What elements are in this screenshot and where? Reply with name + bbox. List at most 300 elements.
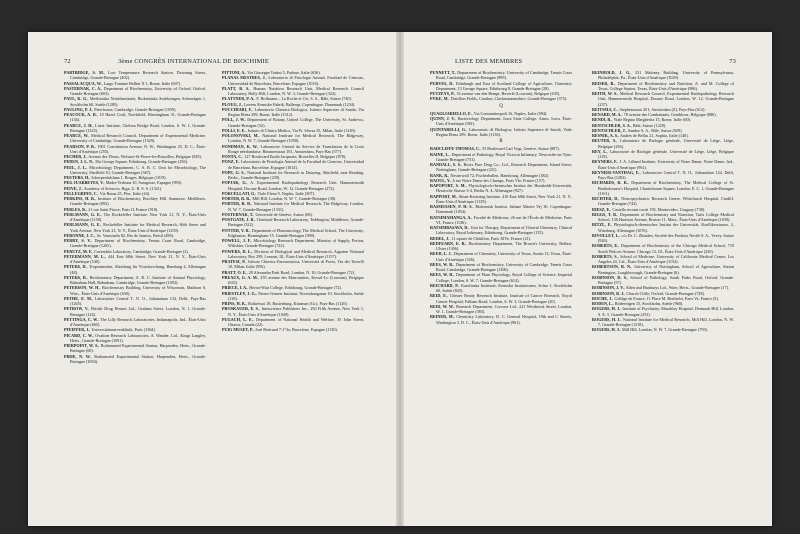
member-entry: PETROW, V., British Drug Houses Ltd., Graham Street, London, N. 1, Grande-Bretagne (124). <box>64 306 206 317</box>
member-entry: PUIG MUSET, P., José Bertrand 7-1°3a, Barcelone, Espagne (1130). <box>222 327 338 333</box>
member-entry: POPJAK, G., A. Experimental Radiopathology Research Unit, Hammersmith Hospital, Ducane Road, London, W. 12, Grande-Bretagne (272). <box>222 180 364 191</box>
member-name: PONZ, F. <box>222 159 239 165</box>
member-address: Nesserwall 72, Fischerhallen, Hambourg, Allemagne (382). <box>450 172 550 178</box>
member-address: Low Temperature Research Station, Downing Street, Cambridge, Grande-Bretagne (402). <box>70 70 206 81</box>
member-entry: POTTER, V. R., Department of Pharmacology, The Medical School, The University, Edgbaston, Birmingham 15, Grande-Bretagne (909). <box>222 227 364 238</box>
member-entry: PRINS, H. K., Rotkreisat 18, Rustenburg, Kinsman (Gr.), Pays-Bas (1126). <box>222 301 348 306</box>
member-entry: QUINN, J. V., Bacteriology Department, Iowa State College, Ames, Iowa, États-Unis d'Amérique (961). <box>430 116 572 127</box>
member-address: Laboratorio di Fisiologia Animal, Facultad de Ciencias, Universidad de Barcelona, Barcelone, Espagne (1016). <box>228 75 364 86</box>
member-entry: REES, W. R., Department of Biochemistry, University of Cambridge, Tennis Court Road, Cambridge, Grande-Bretagne (1306). <box>430 261 573 272</box>
member-name: RAPPORT, M. <box>430 193 457 199</box>
member-entry: PEARSON, P. B., 1901 Constitution Avenue, N. W., Washington 25, D. C., États-Unis d'Amérique (255). <box>64 143 207 154</box>
member-entry: RADCLIFFE-THOMAS, C., 55 Boulevard Carl Vogt, Genève, Suisse (887). <box>430 146 560 152</box>
member-address: 1901 Constitution Avenue, N. W., Washington 25, D. C., États-Unis d'Amérique (255). <box>70 143 207 154</box>
member-address: Université de Genève, Suisse (68). <box>255 211 313 217</box>
member-address: Laboratorio de Fisiología Animal de la Facultad de Ciencias, Universidad de Barcelona, Barcelone, Espagne (1014). <box>228 159 364 170</box>
member-address: Heriot-Watt College, Edinbourg, Grande-Bretagne (72). <box>249 285 342 291</box>
member-address: Istituto Chimica Farmaceutica, Università di Pavia, Via dei Taverlli 10, Milan, Italie (956). <box>228 259 364 270</box>
member-address: Laboratorio Chimica Biologica, Istituto Superiore di Sanità, Via Regina Elena 299, Rome, Italie (1312). <box>228 106 364 117</box>
member-name: PARTRIDGE, S. M. <box>64 70 104 75</box>
member-name: ROGERS, H. J. <box>592 327 620 333</box>
member-name: RIVOLLET, L. <box>592 232 620 238</box>
member-name: ROBERTS, S. <box>592 253 618 259</box>
member-address: School of Pathology, South Parks Road, Oxford, Grande-Bretagne (57). <box>598 274 734 285</box>
member-name: RODEN, L. <box>592 301 613 306</box>
member-address: Biochemistry Building, University of Wisconsin, Madison 6, Wisc., États-Unis d'Amérique (630). <box>70 285 206 296</box>
member-entry: REISER, R., Department of Biochemistry and Nutrition, A. and M. College of Texas, College Station, Texas, États-Unis d'Amérique (986). <box>592 80 735 91</box>
member-entry: PICARD, C. W., Ovaltine Research Laboratories, A. Wander, Ltd., Kings Langley, Herts., Grande-Bretagne (1091). <box>64 332 207 343</box>
member-entry: PASSALACQUA, W., Largo Tommie Bellini N 1, Rome, Italie (607). <box>64 80 182 86</box>
member-name: PIRIE, N. W. <box>64 353 91 359</box>
member-entry: PEETERS, H., Scherpenlulslaan 1, Bruges, Belgique (1019). <box>64 175 167 180</box>
member-entry: RATSIMAMANGA, A., Faculté de Médecine, 26 rue de l'École de Médecine, Paris VI, France (1136). <box>430 214 572 225</box>
member-name: PUTZEYS, P. <box>430 91 455 96</box>
member-entry: PERLES, R., 21 rue Saint Fiacre, Paris II, France (918). <box>64 206 159 212</box>
member-entry: PLATT, B. S., Human Nutrition Research Unit, Medical Research Council Laboratory, Holly Hill, London, N. W. 3, Grande-Bretagne (322). <box>222 85 364 96</box>
member-entry: PEACOCK, A. R., 10 Hazel Croft, Northfield, Birmingham 31, Grande-Bretagne (134). <box>64 112 206 123</box>
member-entry: PAUL, K. G., Medicinska Nobelinstitutet, Biokemiska Avdelningen, Solnavägen 1, Stockholm 60, Suède (1285). <box>64 96 206 107</box>
member-name: PRINS, H. K. <box>222 301 247 306</box>
member-entry: POSTERNAK, T., Université de Genève, Suisse (68). <box>222 211 313 217</box>
member-address: Largo Tommie Bellini N 1, Rome, Italie (607). <box>103 80 182 86</box>
member-entry: PLANAS MESTRES, J., Laboratorio di Fisiologia Animal, Facultad de Ciencias, Universidad de Barcelona, Barcelone, Espagne (1016). <box>222 75 364 86</box>
member-address: Andrés de Bellas 21, Sophia, Italie (140). <box>619 133 689 138</box>
book-spread <box>28 32 772 526</box>
member-name: RASMUSSEN, P. H. S. <box>430 204 473 209</box>
member-entry: REUTER, S., Laboratoire de Biologie générale, Université de Liège, Liège, Belgique (256). <box>592 138 734 149</box>
member-address: Bâle, Suisse (1229). <box>632 122 667 128</box>
member-name: REISER, R. <box>592 80 615 86</box>
member-name: POSTGATE, J. R. <box>222 217 255 222</box>
member-entry: REICHARD, P., Karolinska Institutet, Kemiska Institutionen, Solna 1, Stockholm 60, Suède (825). <box>430 282 572 293</box>
member-entry: PASTERNAK, C. A., Department of Biochemistry, University of Oxford, Oxford, Grande-Bretagne (603). <box>64 85 206 96</box>
member-address: Av. Venezuela 82, Rio de Janeiro, Brésil (496). <box>96 232 174 238</box>
member-entry: RENDI, R., Viale Regina Margherita 15, Rome, Italie (60). <box>592 117 691 123</box>
member-address: Nieuw-Gemen Instituut, Noorssbaagasan 10, Stockholm, Suède (118). <box>228 290 364 301</box>
member-name: PORTER, R. R. <box>222 201 252 207</box>
member-address: National Institute for Medical Research, The Ridgeway, London, N. W. 7, Grande-Bretagne (1058). <box>228 133 364 144</box>
member-name: PUNNETT, T. <box>430 70 456 75</box>
member-name: REYNIER-VANTHAG, E. <box>592 169 640 175</box>
member-address: Physiologisch-chemisches Institut der Humboldt-Universität, Hessische Strasse 3-4, Berlin N. 4, Allemagne (927). <box>436 183 572 194</box>
member-name: PAUL, K. G. <box>64 96 88 102</box>
member-entry: RANDALL, S. S., Boots Pure Drug Co., Ltd., Research Department, Island Street, Nottingham, Grande-Bretagne (231). <box>430 162 572 173</box>
member-name: RICHARDS, R. K. <box>592 180 628 186</box>
member-address: Department of National Health and Welfare, 35 John Street, Ottawa, Canada (22). <box>228 316 364 327</box>
member-address: 11 square de Châtillon, Paris XIVe, France (21). <box>451 235 532 241</box>
member-address: Collège de France, 11 Place M. Berthelot, Paris Ve, France (3). <box>614 295 719 301</box>
member-name: RANDALL, S. S. <box>430 162 462 167</box>
member-entry: RIESZ, E., Castella recomi corrii 159, Montevideo, Uruguay (738). <box>592 206 706 212</box>
member-entry: ROGERS, H. J., Mill Hill, London, N. W. 7, Grande-Bretagne (759). <box>592 327 708 333</box>
member-entry: PEARCE, W., Medical Research Council, Department of Experimental Medicine, University of Cambridge, Grande-Bretagne (1329). <box>64 133 206 144</box>
member-address: Institute of Biochemistry, Brockley Hill, Stanmore, Middlesex, Grande-Bretagne (892). <box>70 196 207 207</box>
member-address: Karolinska Institutet, Kemiska Institutionen, Solna 1, Stockholm 60, Suède (825). <box>436 282 572 293</box>
member-entry: POLLI, E. E., Istituto di Clinica Medica, Via Fr. Sforza 35, Milan, Italie (1249). <box>222 127 357 133</box>
member-entry: PEG JUARBEYES, V., Madre Vedruna 10, Saragosse, Espagne (995). <box>64 180 183 186</box>
member-name: PERRY, S. V. <box>64 238 91 243</box>
member-address: Biochemistry Department, A. R. C. Institute of Animal Physiology, Babraham Hall, Babraham, Cambridge, Grande-Bretagne (1092). <box>70 274 206 285</box>
member-name: POSTERNAK, T. <box>222 211 254 217</box>
member-entry: REINHOLD, J. G., 231 Maloney Building, University of Pennsylvania, Philadelphie, Pa., États-Unis d'Amérique (1029). <box>592 70 735 81</box>
member-address: Distillers Fields, Cambus, Clackmannanshire, Grande-Bretagne (375). <box>450 96 568 102</box>
member-name: RICHTER, D. <box>592 196 619 201</box>
member-entry: PITTONI, A., Via Giuseppe Tartini 5, Padoue, Italie (636). <box>222 70 321 75</box>
member-name: QUINN, J. V. <box>430 116 455 121</box>
column-right-2 <box>592 70 734 333</box>
member-address: National Institute for Medical Research, Mill Hill, London, N. W. 7, Grande-Bretagne (1318). <box>598 316 734 327</box>
member-entry: REID, W. W., Research Department, Corvace Ltd., 221 Westbrook Street, London, W. 1, Grande-Bretagne (383). <box>430 303 572 314</box>
member-entry: REES, W. R., Department of Plant Physiology, Royal College of Science, Imperial College, London, S. W. 7, Grande-Bretagne (614). <box>430 272 573 283</box>
member-entry: PFEIFFER, J., Universitätsnervenklinik, Paris (1364). <box>64 327 156 333</box>
member-name: REY, L. <box>592 148 608 154</box>
member-name: ROCHE, J. <box>592 295 613 301</box>
member-entry: REID, E., Chester Beatty Research Institute, Institute of Cancer Research, Royal Cancer Hospital, Fulham Road, London, S. W. 3, Grande-Bretagne (20). <box>430 293 572 304</box>
member-name: PEIVE, J. <box>64 185 82 191</box>
member-address: Department of Biochemistry, The Medical College of St. Bartholomew's Hospital, Charterhouse Square, London, E. C. 1, Grande-Bretagne (1161). <box>598 180 734 196</box>
member-entry: PAULING, P. J., Peterhouse, Cambridge, Grande-Bretagne (1059). <box>64 106 177 112</box>
member-entry: PONDMAN, K. W., Laboratoire Central du Service de Transfusion de la Croix Rouge néerlandaise, Rimmerstraat 101, Amsterdam, Pays-Bas (577). <box>222 143 365 154</box>
member-name: PROSKAUER, E. S. <box>222 306 260 312</box>
member-address: 55 Boulevard Carl Vogt, Genève, Suisse (887). <box>482 146 560 152</box>
member-address: Department of Biochemistry and Nutrition, Tufts College Medical School, 136 Harrison Avenue, Boston 11, Mass., États-Unis d'Amérique (1039). <box>598 211 734 222</box>
member-name: PLOUG, J. <box>222 101 242 107</box>
member-address: Department of Biochemistry, University of Cambridge, Tennis Court Road, Cambridge, Grande-Bretagne (899). <box>436 70 573 81</box>
member-entry: POPE, G. S., National Institute for Research in Dairying, Shinfield, near Reading, Berks., Grande-Bretagne (239). <box>222 169 365 180</box>
member-entry: PERRY, S. V., Department of Biochemistry, Tennis Court Road, Cambridge, Grande-Bretagne (1265). <box>64 238 206 249</box>
member-name: PERUTZ, M. F. <box>64 248 93 254</box>
member-name: ROBINSON, R. J. <box>592 290 625 296</box>
member-entry: PETTINGA, C. W., The Lilly Research Laboratories, Indianapolis, Ind., États-Unis d'Amérique (665). <box>64 316 206 327</box>
member-address: 231 Maloney Building, University of Pennsylvania, Philadelphie, Pa., États-Unis d'Amérique (1029). <box>598 70 735 81</box>
member-name: POLL, J. W. <box>222 117 245 123</box>
member-name: ROGERS, H. J. <box>592 316 621 322</box>
member-name: PEARSON, P. B. <box>64 143 95 149</box>
member-name: REUTER, S. <box>592 138 617 144</box>
member-entry: ROGERS, H. J., National Institute for Medical Research, Mill Hill, London, N. W. 7, Grande-Bretagne (1318). <box>592 316 734 327</box>
member-name: PETERS, D. <box>64 264 87 270</box>
member-address: Løvens Kemiske Fabrik, Ballerup, Copenhague, Danemark (1234). <box>243 101 356 107</box>
member-address: Biokemisk Institut, Juliane Maries Vej 30, Copenhague, Danemark (1054). <box>436 204 572 215</box>
member-address: Avenue des Fleurs, Woluwe-St-Pierre-les-Bruxelles, Belgique (929). <box>88 154 202 159</box>
member-entry: PIERPOINT, W. S., Rothamsted Experimental Station, Harpenden, Herts., Grande-Bretagne (60). <box>64 343 206 354</box>
member-entry: ROBERTS, E., Department of Biochemistry of the Chicago Medical School, 710 South Wolcott Avenue, Chicago 12, Ill., États-Unis d'Amérique (230). <box>592 243 735 254</box>
member-address: Edinburgh and East of Scotland College of Agriculture, Chemistry Department, 13 George Square, Edinbourg 8, Grande-Bretagne (28). <box>436 80 572 91</box>
member-address: Research Department, Corvace Ltd., 221 Westbrook Street, London, W. 1, Grande-Bretagne (383). <box>436 303 572 314</box>
member-address: Laboratoire de Biologie générale, Université de Liège, Liège, Belgique (118). <box>598 148 734 159</box>
member-address: 78 avenue des Combattants, Gembloux, Belgique (886). <box>623 112 717 117</box>
member-name: POLLI, E. E. <box>222 127 246 133</box>
member-address: Laboratorio di Biologica, Istituto Superiore di Sanità, Viale Regina Elena 299, Rome, Italie (1136). <box>436 126 572 137</box>
member-entry: ROBERTS, S., School of Medicine, University of California Medical Center, Los Angeles 24, Cal., États-Unis d'Amérique (1154). <box>592 253 734 264</box>
member-entry: RATSIMBASAVA, D., Unit for Therapy, Department of Clinical Chemistry, Clinical Laboratory, Royal Infirmary, Edinbourg, Grande-Bretagne (155). <box>430 225 572 236</box>
member-name: PERLMANN, G. E. <box>64 222 101 228</box>
member-address: Via Giuseppe Tartini 5, Padoue, Italie (636). <box>247 70 321 75</box>
member-address: A. Experimental Radiopathology Research Unit, Hammersmith Hospital, Ducane Road, London, W. 12, Grande-Bretagne (272). <box>228 180 364 191</box>
member-address: Microbiology Research Department, Ministry of Supply, Porton, Wiltshire, Grande-Bretagne (722). <box>228 238 365 249</box>
member-entry: RENTSCHLER, J., Sandoz S. A., Bâle, Suisse (929). <box>592 127 683 133</box>
member-address: José Bertrand 7-1°3a, Barcelone, Espagne (1130). <box>255 327 338 333</box>
member-address: Department of Biochemistry, University of Cambridge, Tennis Court Road, Cambridge, Grande-Bretagne (1306). <box>436 261 573 272</box>
member-entry: PECHER, J., Avenue des Fleurs, Woluwe-St-Pierre-les-Bruxelles, Belgique (929). <box>64 154 202 159</box>
section-letter: Q <box>499 103 503 109</box>
member-name: PIERPOINT, W. S. <box>64 343 99 348</box>
member-name: REES, W. R. <box>430 261 454 267</box>
member-address: Mill Hill, London, N. W. 7, Grande-Bretagne (759). <box>622 327 708 333</box>
member-name: RAPOPORT, S. M. <box>430 183 466 188</box>
member-entry: RITZL, F., Physiologisch-chemisches Institut der Universität, Koellikerstrasse, 2, Würzburg, Allemagne (1076). <box>592 222 734 233</box>
member-entry: PERLMANN, G. E., The Rockefeller Institute, New York 21, N. Y., États-Unis d'Amérique (1150). <box>64 211 206 222</box>
member-name: PEACOCK, A. R. <box>64 112 97 117</box>
member-address: c/o Dr. C. Zhinden, Société des Produits Nestlé S. A., Vevey, Suisse (926). <box>598 232 734 243</box>
member-name: REES, W. R. <box>430 272 454 278</box>
member-address: Medical Research Council, Department of Experimental Medicine, University of Cambridge, Grande-Bretagne (1329). <box>70 133 206 144</box>
member-entry: RASMUSSEN, P. H. S., Biokemisk Institut, Juliane Maries Vej 30, Copenhague, Danemark (1054). <box>430 204 572 215</box>
member-name: RENTSCHLER, S. A. <box>592 122 631 128</box>
member-name: PRIECE, I. A. <box>222 285 248 291</box>
member-address: Viale Elena 9, Naples, Italie (507). <box>257 190 315 196</box>
member-name: PELLEGRINO, C. <box>64 190 98 196</box>
member-address: Laboratoire Central du Service de Transfusion de la Croix Rouge néerlandaise, Rimmerstraat 101, Amsterdam, Pays-Bas (577). <box>228 143 365 154</box>
member-address: 28 Alexandra Park Road, London, N. 10, Grande-Bretagne (72). <box>248 269 356 275</box>
member-entry: RICHARDS, R. K., Department of Biochemistry, The Medical College of St. Bartholomew's Hospital, Charterhouse Square, London, E. C. 1, Grande-Bretagne (1161). <box>592 180 734 196</box>
member-entry: QUAGLIARIELLO, E., Via Constantinopoli 16, Naples, Italie (584). <box>430 110 548 116</box>
member-entry: REDFEARN, E. R., Biochemistry Department, The Brown's University, Belfast, Ulster (1306). <box>430 240 572 251</box>
member-entry: POWERS, D. L., Division of Biological and Medical Research, Argonne National Laboratory, Box 299, Lemont, Ill., États-Unis d'Amérique (1157). <box>222 248 365 259</box>
member-address: Church Cliffe, Oxford, Grande-Bretagne (728). <box>626 290 705 296</box>
left-page <box>28 32 400 526</box>
member-entry: RENARD, M. A., 78 avenue des Combattants, Gembloux, Belgique (886). <box>592 112 717 117</box>
running-title: LISTE DES MEMBRES <box>455 58 523 65</box>
member-address: Stephenstraat 20 I, Amsterdam (Z), Pays-Bas (612). <box>619 106 706 112</box>
member-address: 127 Boulevard Emile Jacqmain, Bruxelles II, Belgique (878). <box>244 154 347 159</box>
member-address: Sloan-Kettering Institute, 410 East 68th Street, New York 21, N. Y., États-Unis d'Amérique (1139). <box>436 193 572 204</box>
member-address: 21 rue Saint Fiacre, Paris II, France (918). <box>88 206 159 212</box>
member-address: 50a George Square, Edinbourg, Grande-Bretagne (256). <box>95 159 188 165</box>
member-address: Biochemistry Department, The Brown's University, Belfast, Ulster (1306). <box>436 240 572 251</box>
running-title: 3ème CONGRÈS INTERNATIONAL DE BIOCHIMIE <box>118 58 269 65</box>
member-entry: PRIESTLEY, J. G., Nieuw-Gemen Instituut, Noorssbaagasan 10, Stockholm, Suède (118). <box>222 290 364 301</box>
member-name: POPE, G. S. <box>222 169 245 175</box>
member-name: PERLMANN, G. E. <box>64 211 101 217</box>
member-entry: PYKE, M., Distillers Fields, Cambus, Clackmannanshire, Grande-Bretagne (375). <box>430 96 568 102</box>
member-address: Interscience Publishers Inc., 250 Fifth Avenue, New York 1, N. Y., États-Unis d'Amérique (1049). <box>228 306 364 317</box>
member-address: School of Medicine, University of California Medical Center, Los Angeles 24, Cal., États-Unis d'Amérique (1154). <box>598 253 734 264</box>
member-name: PETERMANN, M. L. <box>64 253 105 259</box>
member-entry: PLATTNER, P. A., F. Hoffmann – La Roche et Cie, S. A., Bâle, Suisse (740). <box>222 96 352 102</box>
member-name: PASTERNAK, C. A. <box>64 85 102 91</box>
member-name: REICHARD, P. <box>430 282 459 288</box>
member-entry: PRATT, O. E., 28 Alexandra Park Road, London, N. 10, Grande-Bretagne (72). <box>222 269 356 275</box>
member-address: Sandoz S. A., Bâle, Suisse (929). <box>627 127 683 133</box>
member-entry: PETERS, D., Tropeninstitut, Abteilung für Virusforschung, Hamburg 4, Allemagne (48). <box>64 264 206 275</box>
member-address: Institute of Psychiatry, Maudsley Hospital, Denmark Hill, London, S. E. 5, Grande-Bretagne (253). <box>598 306 734 317</box>
member-name: PLATT, B. S. <box>222 85 250 91</box>
member-address: National Institute for Research in Dairying, Shinfield, near Reading, Berks., Grande-Bretagne (239). <box>228 169 365 180</box>
member-address: Chester Beatty Research Institute, Institute of Cancer Research, Royal Cancer Hospital, Fulham Road, London, S. W. 3, Grande-Bretagne (20). <box>436 293 572 304</box>
member-name: PORTER, R. R. <box>222 196 251 201</box>
member-name: PEDEN, J. L. N. <box>64 159 94 165</box>
member-address: Allen and Hanburys Ltd., Ware, Herts., Grande-Bretagne (17). <box>625 285 729 291</box>
member-address: Via Constantinopoli 16, Naples, Italie (584). <box>473 110 548 116</box>
member-address: The Lilly Research Laboratories, Indianapolis, Ind., États-Unis d'Amérique (665). <box>70 316 206 327</box>
member-name: RENDI, R. <box>592 117 612 123</box>
member-name: POWERS, D. L. <box>222 248 252 254</box>
column-left-1 <box>64 70 206 364</box>
member-entry: PORCELLATI, G., Viale Elena 9, Naples, Italie (507). <box>222 190 315 196</box>
member-entry: PONZ, F., Laboratorio de Fisiología Animal de la Facultad de Ciencias, Universidad de Barcelona, Barcelone, Espagne (1014). <box>222 159 364 170</box>
member-address: Department of Chemistry, University of Texas, Austin 12, Texas, États-Unis d'Amérique (526). <box>436 251 572 262</box>
member-name: REITSMA, C. <box>592 106 618 112</box>
member-entry: PETHE, E. M., Laboratoire Central T. N. O., Julianalaan 134, Delft, Pays-Bas (1265). <box>64 295 207 306</box>
member-address: British Drug Houses Ltd., Graham Street, London, N. 1, Grande-Bretagne (124). <box>70 306 206 317</box>
member-name: ROBERTSON, R. N. <box>592 264 632 270</box>
member-name: RIESZ, E. <box>592 206 611 212</box>
member-address: Viale Regina Margherita 15, Rome, Italie (60). <box>613 117 691 123</box>
member-name: RATSIMAMANGA, A. <box>430 214 472 220</box>
member-name: RENTSCHLER, J. <box>592 127 626 133</box>
page-number: 73 <box>729 58 736 65</box>
member-name: PETROW, V. <box>64 306 89 312</box>
member-entry: RAOUL, Y., 6 rue Notre Dame des Champs, Paris VIe, France (157). <box>430 177 546 183</box>
member-entry: PROSKAUER, E. S., Interscience Publishers Inc., 250 Fifth Avenue, New York 1, N. Y., États-Unis d'Amérique (1049). <box>222 306 364 317</box>
member-name: PERLES, R. <box>64 206 87 212</box>
member-address: Tropeninstitut, Abteilung für Virusforschung, Hamburg 4, Allemagne (48). <box>70 264 206 275</box>
member-address: Mill Hill, London, N. W. 7, Grande-Bretagne (38). <box>252 196 337 201</box>
member-address: Universitätsnervenklinik, Paris (1364). <box>91 327 156 333</box>
member-entry: PERLMANN, G. E., Rockefeller Institute for Medical Research, 66th Street and York Avenue, New York 21, N. Y., États-Unis d'Amérique (1259). <box>64 222 206 233</box>
member-entry: RAPPORT, M., Sloan-Kettering Institute, 410 East 68th Street, New York 21, N. Y., États-Unis d'Amérique (1139). <box>430 193 572 204</box>
member-name: PEG JUARBEYES, V. <box>64 180 104 186</box>
member-address: Istituto di Clinica Medica, Via Fr. Sforza 35, Milan, Italie (1249). <box>247 127 357 133</box>
member-address: Chemical Research Laboratory, Teddington, Middlesex, Grande-Bretagne (322). <box>228 217 365 228</box>
member-name: REYNERS, F. <box>592 159 618 165</box>
member-entry: RAINE, L., Department of Pathology, Royal Victoria Infirmary, Newcastle-on-Tyne, Grande-Bretagne (731). <box>430 151 572 162</box>
member-entry: PREAUX, G. A. M., 255 avenue des Marronniers, Kessel-Lo (Louvain), Belgique (633). <box>222 274 364 285</box>
member-entry: PUNNETT, T., Department of Biochemistry, University of Cambridge, Tennis Court Road, Cambridge, Grande-Bretagne (899). <box>430 70 573 81</box>
member-name: PICARD, C. W. <box>64 332 93 338</box>
member-name: PERKINS, H. R. <box>64 196 96 201</box>
member-entry: PEDEN, J. L. N., 50a George Square, Edinbourg, Grande-Bretagne (256). <box>64 159 188 165</box>
member-entry: PERUTZ, M. F., Cavendish Laboratory, Cambridge, Grande-Bretagne (2). <box>64 248 189 254</box>
member-name: RESNIK, A. S. <box>592 133 619 138</box>
section-letter: R <box>499 139 503 144</box>
member-address: Rothamsted Experimental Station, Harpenden, Herts., Grande-Bretagne (60). <box>70 343 206 354</box>
member-address: Laboratoire Central T. N. O., Julianalaan 134, Delft, Pays-Bas (1265). <box>70 295 207 306</box>
member-entry: ROBERTSON, R. N., University of Nottingham, School of Agriculture, Sutton Bonington, Loughborough, Grande-Bretagne (6). <box>592 264 734 275</box>
member-entry: POLL, J. W., Department of Botany, United College, The University, St. Andrews, Grande-Bretagne (32). <box>222 117 364 128</box>
member-name: RIGGS, T. R. <box>592 211 618 217</box>
member-name: PREAUX, G. A. M. <box>222 274 258 280</box>
member-name: PURVES, D. <box>430 80 454 86</box>
member-entry: PEIVE, J., Academy of Sciences, Riga, U. R. S. S. (1321). <box>64 185 163 191</box>
member-name: PEETERS, H. <box>64 175 90 180</box>
member-entry: PARTRIDGE, S. M., Low Temperature Research Station, Downing Street, Cambridge, Grande-Bretagne (402). <box>64 70 206 81</box>
member-entry: ROGERS, H. J., Institute of Psychiatry, Maudsley Hospital, Denmark Hill, London, S. E. 5, Grande-Bretagne (253). <box>592 306 734 317</box>
member-name: PONDMAN, K. W. <box>222 143 258 149</box>
member-address: Boots Pure Drug Co., Ltd., Research Department, Island Street, Nottingham, Grande-Bretagne (231). <box>436 162 572 173</box>
member-entry: RANK, R., Nesserwall 72, Fischerhallen, Hambourg, Allemagne (382). <box>430 172 550 178</box>
member-name: QUINTARELLI, G. <box>430 126 467 132</box>
member-name: PETTINGA, C. W. <box>64 316 98 322</box>
member-entry: ROBINSON, D. S., School of Pathology, South Parks Road, Oxford, Grande-Bretagne (57). <box>592 274 734 285</box>
member-name: ROBINSON, D. S. <box>592 274 628 280</box>
member-address: Bacteriology Department, Iowa State College, Ames, Iowa, États-Unis d'Amérique (961). <box>436 116 572 127</box>
member-address: National Institute for Medical Research, The Ridgeway, London, N. W. 7, Grande-Bretagne (1331). <box>228 201 364 212</box>
member-entry: PORTER, R. R., National Institute for Medical Research, The Ridgeway, London, N. W. 7, Grande-Bretagne (1331). <box>222 201 364 212</box>
member-name: PASSALACQUA, W. <box>64 80 102 86</box>
member-address: Physiologisch-chemisches Institut der Universität, Koellikerstrasse, 2, Würzburg, Allemagne (1076). <box>598 222 734 233</box>
member-entry: PETERSON, W. H., Biochemistry Building, University of Wisconsin, Madison 6, Wisc., États-Unis d'Amérique (630). <box>64 285 206 296</box>
member-entry: RIGGS, T. R., Department of Biochemistry and Nutrition, Tufts College Medical School, 136 Harrison Avenue, Boston 11, Mass., États-Unis d'Amérique (1039). <box>592 211 734 222</box>
member-name: PITTONI, A. <box>222 70 246 75</box>
member-entry: RESNIK, A. S., Andrés de Bellas 21, Sophia, Italie (140). <box>592 133 689 138</box>
member-address: 33 avenue van den Bempt, Heverlé (Louvain), Belgique (635). <box>456 91 561 96</box>
member-name: REED, L. J. <box>430 251 452 257</box>
right-page <box>400 32 772 526</box>
member-address: Peterhouse, Cambridge, Grande-Bretagne (1059). <box>94 106 177 112</box>
member-entry: PURVES, D., Edinburgh and East of Scotland College of Agriculture, Chemistry Department, 13 George Square, Edinbourg 8, Grande-Bretagne (28). <box>430 80 572 91</box>
member-address: Department of Biochemistry, University of Oxford, Oxford, Grande-Bretagne (603). <box>70 85 206 96</box>
member-entry: RIVOLLET, L., c/o Dr. C. Zhinden, Société des Produits Nestlé S. A., Vevey, Suisse (926). <box>592 232 734 243</box>
member-entry: PIRIE, N. W., Rothamsted Experimental Station, Harpenden, Herts., Grande-Bretagne (1094). <box>64 353 206 364</box>
member-entry: QUINTARELLI, G., Laboratorio di Biologica, Istituto Superiore di Sanità, Viale Regina Elena 299, Rome, Italie (1136). <box>430 126 572 137</box>
member-name: PUIG MUSET, P. <box>222 327 254 333</box>
member-address: J. A. Lifland Institute, University of Notre Dame, Notre Dame, Ind., États-Unis d'Amérique (961). <box>598 159 734 170</box>
member-name: QUAGLIARIELLO, E. <box>430 110 472 116</box>
member-address: Laboratoire Central T. N. O., Julianalaan 134, Delft, Pays-Bas (1283). <box>598 169 734 180</box>
member-entry: POSTGATE, J. R., Chemical Research Laboratory, Teddington, Middlesex, Grande-Bretagne (322). <box>222 217 365 228</box>
member-name: ROBERTS, E. <box>592 243 619 249</box>
member-address: F. Hoffmann – La Roche et Cie, S. A., Bâle, Suisse (740). <box>256 96 352 102</box>
member-entry: POWELL, J. F., Microbiology Research Department, Ministry of Supply, Porton, Wiltshire, Grande-Bretagne (722). <box>222 238 365 249</box>
member-entry: PEEL, J. L., Microbiology Department, C. S. R. C. Unit for Microbiology, The University, Sheffield 10, Grande-Bretagne (367). <box>64 164 206 175</box>
member-name: PYKE, M. <box>430 96 449 102</box>
member-entry: PETERMANN, M. L., 444 East 68th Street, New York 21, N. Y., États-Unis d'Amérique (540). <box>64 253 206 264</box>
member-address: Rockefeller Institute for Medical Research, 66th Street and York Avenue, New York 21, N. Y., États-Unis d'Amérique (1259). <box>70 222 206 233</box>
member-name: PFEIFFER, J. <box>64 327 90 333</box>
member-address: Laboratoire de Biologie générale, Université de Liège, Liège, Belgique (256). <box>598 138 734 149</box>
member-name: PRIESTLEY, J. G. <box>222 290 256 296</box>
member-name: PLANAS MESTRES, J. <box>222 75 266 81</box>
member-name: POPJAK, G. <box>222 180 247 186</box>
member-name: POCCHIARI, F. <box>222 106 252 112</box>
member-name: ROGERS, H. J. <box>592 306 621 312</box>
member-name: REDEL, J. <box>430 235 450 241</box>
member-name: PEEL, J. L. <box>64 164 87 170</box>
member-entry: PRATESI, P., Istituto Chimica Farmaceutica, Università di Pavia, Via dei Taverlli 10, Milan, Italie (956). <box>222 259 364 270</box>
member-address: Department of Biochemistry, Tennis Court Road, Cambridge, Grande-Bretagne (1265). <box>70 238 206 249</box>
member-address: Medicinska Nobelinstitutet, Biokemiska Avdelningen, Solnavägen 1, Stockholm 60, Suède (1285). <box>70 96 206 107</box>
member-name: RADCLIFFE-THOMAS, C. <box>430 146 481 152</box>
member-name: POWELL, J. F. <box>222 238 251 243</box>
member-address: Department of Biochemistry and Nutrition, A. and M. College of Texas, College Station, Texas, États-Unis d'Amérique (986). <box>598 80 735 91</box>
member-name: PETERSON, W. H. <box>64 285 100 291</box>
member-name: PORCELLATI, G. <box>222 190 256 196</box>
member-name: RAINE, L. <box>430 151 450 157</box>
member-entry: RENTSCHLER, S. A., Bâle, Suisse (1229). <box>592 122 667 128</box>
member-address: Department of Pharmacology, The Medical School, The University, Edgbaston, Birmingham 15, Grande-Bretagne (909). <box>228 227 364 238</box>
member-address: University of Nottingham, School of Agriculture, Sutton Bonington, Loughborough, Grande-Bretagne (6). <box>598 264 734 275</box>
member-address: Department of Biochemistry of the Chicago Medical School, 710 South Wolcott Avenue, Chicago 12, Ill., États-Unis d'Amérique (230). <box>598 243 735 254</box>
member-address: Department of Plant Physiology, Royal College of Science, Imperial College, London, S. W. 7, Grande-Bretagne (614). <box>436 272 573 283</box>
member-name: PECHER, J. <box>64 154 87 159</box>
member-entry: REYNIER-VANTHAG, E., Laboratoire Central T. N. O., Julianalaan 134, Delft, Pays-Bas (1283). <box>592 169 734 180</box>
member-name: REINHOLD, J. G. <box>592 70 631 75</box>
member-address: Medical Research Council, Experimental Radiopathology Research Unit, Hammersmith Hospital, Ducane Road, London, W. 12, Grande-Bretagne (237). <box>598 91 734 107</box>
member-entry: REITH, W. S., Medical Research Council, Experimental Radiopathology Research Unit, Hammersmith Hospital, Ducane Road, London, W. 12, Grande-Bretagne (237). <box>592 91 734 107</box>
member-entry: ROCHE, J., Collège de France, 11 Place M. Berthelot, Paris Ve, France (3). <box>592 295 719 301</box>
